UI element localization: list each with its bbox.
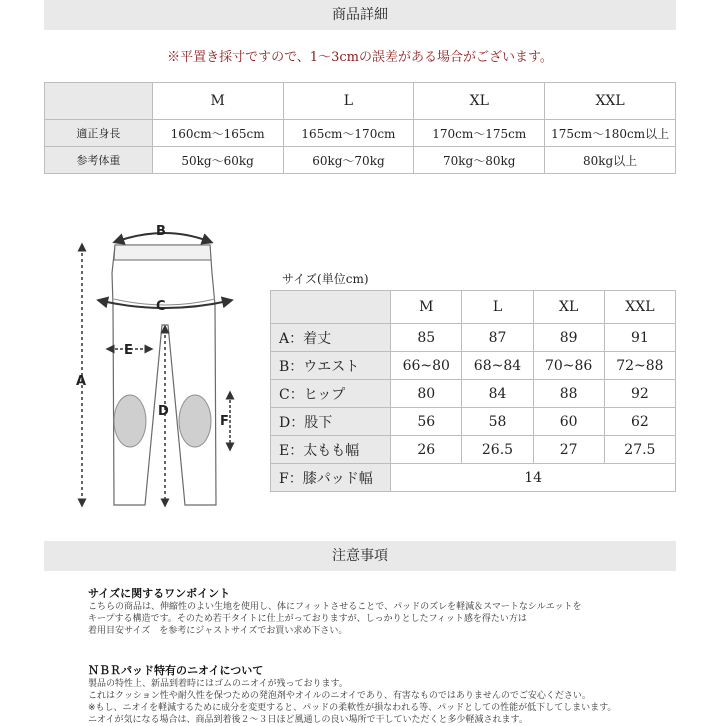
dimension-table [270,290,676,492]
table-cell: 80kg以上 [545,147,676,174]
measurement-notice: ※平置き採寸ですので、1～3cmの誤差がある場合がございます。 [167,50,553,65]
dimension-label-a: A [76,374,87,389]
note-line: ニオイが気になる場合は、商品到着後２～３日ほど風通しの良い場所で干していただくと多少軽減されます。 [88,715,528,725]
knee-pad-right [179,395,211,447]
table-row [45,120,676,147]
table-cell: 27.5 [604,436,675,464]
dimension-table-caption: サイズ(単位cm) [282,272,369,286]
page-title: 商品詳細 [332,7,388,23]
table-cell: 87 [462,324,533,352]
size-guide-header-row [45,83,676,120]
table-row [271,352,676,380]
dimension-label-b: B [156,224,166,239]
table-cell: 70kg～80kg [414,147,545,174]
note-nbr-odor [88,662,648,726]
dimension-label-e: E [124,343,133,358]
table-cell: 68~84 [462,352,533,380]
row-label-height: 適正身長 [45,120,153,147]
table-cell: 60kg～70kg [283,147,414,174]
table-cell: 26.5 [462,436,533,464]
dimension-label-f: F [220,414,229,429]
page-title-band [44,0,676,30]
dimension-col-l: L [462,291,533,324]
note-line: 着用目安サイズ を参考にジャストサイズでお買い求め下さい。 [88,626,348,636]
dimension-corner [271,291,391,324]
knee-pad-left [114,395,146,447]
table-cell: 170cm～175cm [414,120,545,147]
table-cell: 56 [391,408,462,436]
row-label-knee-pad: F：膝パッド幅 [271,464,391,492]
notes-title-band [44,541,676,571]
note-line: これはクッション性や耐久性を保つための発泡剤やオイルのニオイであり、有害なものではありませんのでご安心ください。 [88,691,591,701]
note-line: 製品の特性上、新品到着時にはゴムのニオイが残っております。 [88,679,348,689]
size-guide-table [44,82,676,174]
table-cell: 70~86 [533,352,604,380]
table-cell: 58 [462,408,533,436]
leggings-measurement-diagram [60,215,260,515]
table-cell: 85 [391,324,462,352]
table-row [271,380,676,408]
size-guide-corner [45,83,153,120]
row-label-waist: B：ウエスト [271,352,391,380]
dimension-header-row [271,291,676,324]
size-guide-col-l: L [283,83,414,120]
row-label-length: A：着丈 [271,324,391,352]
table-cell: 50kg～60kg [152,147,283,174]
row-label-inseam: D：股下 [271,408,391,436]
table-cell: 80 [391,380,462,408]
note-size-tip [88,585,648,637]
table-cell: 72~88 [604,352,675,380]
table-cell: 66~80 [391,352,462,380]
dimension-label-d: D [158,404,169,419]
dimension-label-c: C [156,299,166,314]
table-cell: 175cm～180cm以上 [545,120,676,147]
table-cell: 26 [391,436,462,464]
note-line: キープする構造です。そのため若干タイトに仕上がっておりますが、しっかりとしたフィット感を得たい方は [88,614,527,624]
size-guide-col-m: M [152,83,283,120]
table-row [271,436,676,464]
note-line: こちらの商品は、伸縮性のよい生地を使用し、体にフィットさせることで、パッドのズレを軽減＆スマートなシルエットを [88,602,582,612]
note-heading: ＮＢＲパッド特有のニオイについて [88,664,264,677]
leggings-outline [112,245,216,505]
table-row [45,147,676,174]
note-heading: サイズに関するワンポイント [88,587,231,600]
dimension-col-m: M [391,291,462,324]
dimension-col-xxl: XXL [604,291,675,324]
table-cell: 92 [604,380,675,408]
table-cell: 88 [533,380,604,408]
table-cell: 89 [533,324,604,352]
table-cell: 62 [604,408,675,436]
table-cell: 160cm～165cm [152,120,283,147]
table-cell: 91 [604,324,675,352]
notes-title: 注意事項 [332,548,388,564]
table-cell: 60 [533,408,604,436]
row-label-hip: C：ヒップ [271,380,391,408]
table-cell-knee-pad: 14 [391,464,676,492]
table-cell: 84 [462,380,533,408]
row-label-thigh: E：太もも幅 [271,436,391,464]
table-cell: 165cm～170cm [283,120,414,147]
table-row [271,408,676,436]
table-row [271,464,676,492]
note-line: ※もし、ニオイを軽減するために成分を変更すると、パッドの柔軟性が損なわれる等、パッドとしての性能が低下してしまいます。 [88,703,617,713]
row-label-weight: 参考体重 [45,147,153,174]
table-cell: 27 [533,436,604,464]
size-guide-col-xxl: XXL [545,83,676,120]
table-row [271,324,676,352]
dimension-col-xl: XL [533,291,604,324]
size-guide-col-xl: XL [414,83,545,120]
